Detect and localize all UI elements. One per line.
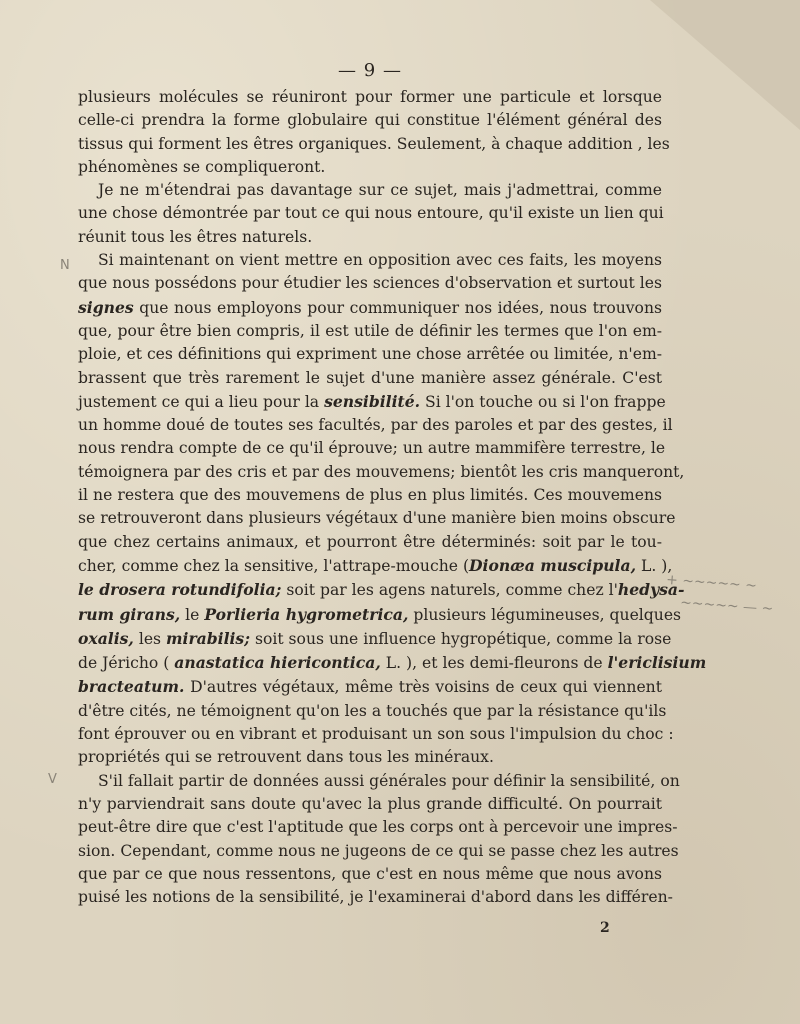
emphasis: le drosera rotundifolia; bbox=[78, 580, 282, 600]
text-line: phénomènes se compliqueront. bbox=[78, 157, 326, 176]
body-text bbox=[78, 86, 707, 909]
text-line: se retrouveront dans plusieurs végétaux d'une manière bien moins obscure bbox=[78, 509, 676, 528]
text-line: un homme doué de toutes ses facultés, par des paroles et par des gestes, il bbox=[78, 416, 673, 435]
paragraph-2 bbox=[78, 179, 662, 249]
text-fragment: L. ), bbox=[640, 556, 673, 575]
emphasis: sensibilité. bbox=[324, 391, 421, 411]
text-fragment: soit par les agens naturels, comme chez l' bbox=[286, 581, 618, 600]
text-line: réunit tous les êtres naturels. bbox=[78, 227, 313, 246]
text-line: témoignera par des cris et par des mouvemens; bientôt les cris manqueront, bbox=[78, 462, 685, 481]
text-fragment: que nous employons pour communiquer nos idées, nous trouvons bbox=[139, 298, 662, 317]
text-line: n'y parviendrait sans doute qu'avec la plus grande difficulté. On pourrait bbox=[78, 794, 662, 813]
paragraph-3 bbox=[78, 249, 707, 770]
text-line: celle-ci prendra la forme globulaire qui constitue l'élément général des bbox=[78, 111, 662, 130]
text-fragment: le bbox=[185, 605, 200, 624]
emphasis: bracteatum. bbox=[78, 677, 185, 697]
text-fragment: Si l'on touche ou si l'on frappe bbox=[425, 392, 666, 411]
text-fragment: cher, comme chez la sensitive, l'attrape-mouche ( bbox=[78, 556, 470, 575]
emphasis: anastatica hiericontica, bbox=[174, 653, 381, 673]
margin-pencil-mark: V bbox=[48, 772, 57, 787]
text-line bbox=[78, 390, 666, 414]
emphasis: rum girans, bbox=[78, 604, 181, 624]
text-line: puisé les notions de la sensibilité, je l'examinerai d'abord dans les différen- bbox=[78, 888, 673, 907]
emphasis: Porlieria hygrometrica, bbox=[204, 604, 409, 624]
emphasis: oxalis, bbox=[78, 628, 134, 648]
text-line: S'il fallait partir de données aussi générales pour définir la sensibilité, on bbox=[98, 771, 680, 790]
emphasis: Dionæa muscipula, bbox=[469, 555, 637, 575]
text-line bbox=[78, 554, 673, 578]
text-line: peut-être dire que c'est l'aptitude que les corps ont à percevoir une impres- bbox=[78, 818, 678, 837]
paragraph-4 bbox=[78, 770, 680, 910]
text-line: brassent que très rarement le sujet d'une manière assez générale. C'est bbox=[78, 368, 662, 387]
text-line bbox=[78, 675, 662, 699]
paragraph-1 bbox=[78, 86, 670, 179]
text-line: nous rendra compte de ce qu'il éprouve; un autre mammifère terrestre, le bbox=[78, 439, 666, 458]
handwritten-annotation-mark: + ~~~~~ ~ bbox=[665, 571, 758, 595]
text-line: propriétés qui se retrouvent dans tous les minéraux. bbox=[78, 748, 494, 767]
text-fragment: L. ), et les demi-fleurons de bbox=[385, 654, 603, 673]
text-line: font éprouver ou en vibrant et produisant un son sous l'impulsion du choc : bbox=[78, 725, 674, 744]
text-fragment: justement ce qui a lieu pour la bbox=[78, 392, 320, 411]
text-line bbox=[78, 578, 685, 602]
text-line bbox=[78, 603, 682, 627]
text-line: il ne restera que des mouvemens de plus en plus limités. Ces mouvemens bbox=[78, 486, 662, 505]
text-line: ploie, et ces définitions qui expriment une chose arrêtée ou limitée, n'em- bbox=[78, 345, 662, 364]
text-line bbox=[78, 296, 662, 320]
emphasis: l'ericlisium bbox=[607, 653, 707, 673]
text-line: sion. Cependant, comme nous ne jugeons de ce qui se passe chez les autres bbox=[78, 841, 679, 860]
page-number: — 9 — bbox=[338, 60, 402, 81]
text-line: que chez certains animaux, et pourront être déterminés: soit par le tou- bbox=[78, 532, 662, 551]
printer-signature: 2 bbox=[600, 920, 610, 936]
text-fragment: de Jéricho ( bbox=[78, 654, 170, 673]
text-fragment: les bbox=[138, 629, 162, 648]
text-fragment: soit sous une influence hygropétique, comme la rose bbox=[254, 629, 672, 648]
text-fragment: D'autres végétaux, même très voisins de ceux qui viennent bbox=[190, 678, 662, 697]
text-line: une chose démontrée par tout ce qui nous entoure, qu'il existe un lien qui bbox=[78, 204, 664, 223]
margin-pencil-mark: N bbox=[60, 258, 70, 273]
emphasis: mirabilis; bbox=[166, 628, 250, 648]
text-line: que nous possédons pour étudier les sciences d'observation et surtout les bbox=[78, 274, 662, 293]
text-fragment: plusieurs légumineuses, quelques bbox=[413, 605, 682, 624]
text-line bbox=[78, 651, 707, 675]
emphasis: hedysa- bbox=[617, 580, 685, 600]
text-line: Je ne m'étendrai pas davantage sur ce sujet, mais j'admettrai, comme bbox=[98, 181, 662, 200]
handwritten-annotation-mark: ~~~~~ — ~ bbox=[679, 594, 774, 618]
text-line: que par ce que nous ressentons, que c'est en nous même que nous avons bbox=[78, 864, 662, 883]
emphasis: signes bbox=[78, 297, 134, 317]
text-line: tissus qui forment les êtres organiques. Seulement, à chaque addition , les bbox=[78, 134, 670, 153]
text-line bbox=[78, 627, 672, 651]
text-line: que, pour être bien compris, il est utile de définir les termes que l'on em- bbox=[78, 321, 662, 340]
text-line: d'être cités, ne témoignent qu'on les a touchés que par la résistance qu'ils bbox=[78, 701, 667, 720]
text-line: plusieurs molécules se réuniront pour former une particule et lorsque bbox=[78, 88, 662, 106]
text-line: Si maintenant on vient mettre en opposition avec ces faits, les moyens bbox=[98, 251, 662, 270]
